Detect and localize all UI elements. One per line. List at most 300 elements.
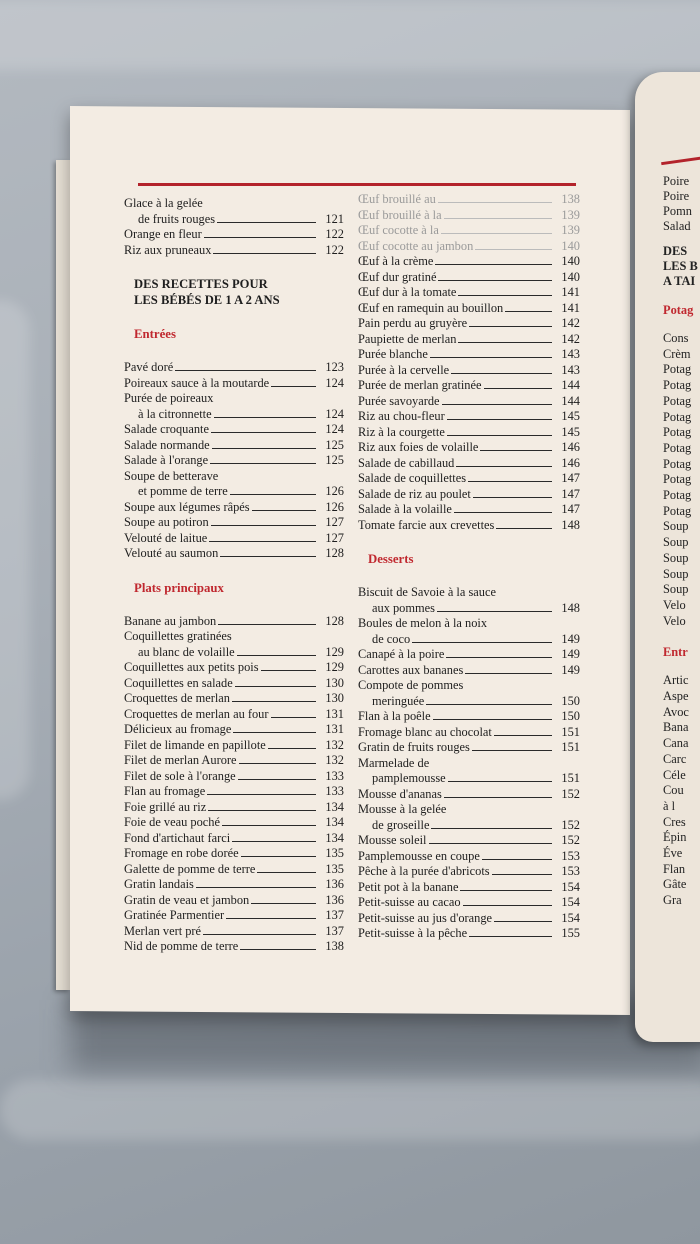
index-entry: [124, 376, 344, 392]
page-number: 124: [325, 422, 344, 436]
next-page-entry: Potag: [663, 503, 692, 518]
leader-line: [484, 388, 552, 389]
entry-title: Salade à la volaille: [358, 502, 452, 516]
leader-line: [233, 732, 316, 733]
index-entry: [124, 360, 344, 376]
entry-title: Œuf à la crème: [358, 254, 434, 268]
leader-line: [441, 233, 552, 234]
entry-title: Purée de poireaux: [124, 391, 214, 405]
page-number: 153: [561, 848, 580, 863]
page-number: 130: [325, 675, 344, 690]
index-entry: [358, 725, 580, 741]
index-entry: [358, 709, 580, 725]
entry-title: Biscuit de Savoie à la sauce: [358, 585, 496, 599]
page-number: 134: [325, 830, 344, 845]
index-entry: [358, 663, 580, 679]
entry-title: Flan à la poêle: [358, 709, 431, 723]
next-page-entry: Cres: [663, 814, 686, 829]
index-entry: [358, 208, 580, 224]
leader-line: [454, 512, 552, 513]
leader-line: [210, 463, 316, 464]
next-page-entry: Salad: [663, 219, 691, 233]
entry-title: Riz aux pruneaux: [124, 242, 212, 257]
next-page-entry: Velo: [663, 597, 686, 612]
next-page-entry: Gâte: [663, 877, 687, 892]
section-heading: Plats principaux: [134, 580, 224, 595]
entry-title: Œuf brouillé au: [358, 192, 436, 206]
page-number: 123: [325, 360, 344, 374]
index-entry: [358, 895, 580, 911]
index-column-left: [124, 196, 344, 955]
index-entry: [124, 407, 344, 423]
next-page-entry: Velo: [663, 613, 686, 628]
entry-title: Foie grillé au riz: [124, 799, 207, 814]
leader-line: [475, 249, 552, 250]
page-number: 152: [561, 817, 580, 832]
page-number: 138: [561, 192, 580, 206]
leader-line: [492, 874, 552, 875]
page-number: 133: [325, 768, 344, 783]
page-number: 136: [325, 877, 344, 891]
index-entry: [358, 502, 580, 518]
entry-title: Purée de merlan gratinée: [358, 378, 482, 392]
entry-title: de coco: [372, 631, 411, 646]
page-number: 148: [561, 517, 580, 532]
page-number: 150: [561, 709, 580, 723]
index-entry: [358, 585, 580, 601]
leader-line: [211, 432, 316, 433]
leader-line: [429, 843, 553, 844]
leader-line: [230, 494, 316, 495]
entry-title: Coquillettes aux petits pois: [124, 660, 259, 674]
page-number: 132: [325, 753, 344, 767]
entry-title: Coquillettes gratinées: [124, 629, 232, 643]
index-entry: [124, 500, 344, 516]
index-entry: [124, 546, 344, 562]
page-number: 142: [561, 316, 580, 330]
leader-line: [448, 781, 552, 782]
leader-line: [238, 779, 316, 780]
next-page-entry: Cons: [663, 331, 689, 345]
page-number: 144: [561, 378, 580, 392]
leader-line: [196, 887, 316, 888]
leader-line: [235, 686, 316, 687]
entry-title: Soupe de betterave: [124, 468, 219, 483]
section-heading: Desserts: [368, 552, 414, 566]
index-entry: [124, 453, 344, 469]
index-entry: [124, 422, 344, 438]
next-page-entry: Potag: [663, 488, 692, 502]
next-page-entry: Potag: [663, 409, 692, 424]
leader-line: [204, 237, 316, 238]
index-entry: [124, 196, 344, 212]
leader-line: [463, 905, 552, 906]
index-entry: [124, 831, 344, 847]
entry-title: Flan au fromage: [124, 784, 206, 798]
leader-line: [271, 717, 316, 718]
next-page-entry: Poire: [663, 189, 690, 203]
entry-title: Œuf dur à la tomate: [358, 285, 457, 299]
leader-line: [232, 841, 316, 842]
index-entry: [358, 239, 580, 255]
entry-title: à la citronnette: [138, 406, 212, 421]
index-entry: [358, 316, 580, 332]
entry-title: Mousse à la gelée: [358, 802, 447, 816]
index-entry: [358, 285, 580, 301]
leader-line: [494, 735, 552, 736]
page-number: 143: [561, 347, 580, 361]
leader-line: [431, 828, 552, 829]
leader-line: [412, 642, 552, 643]
entry-title: Gratin landais: [124, 877, 194, 891]
leader-line: [430, 357, 552, 358]
leader-line: [465, 673, 552, 674]
leader-line: [222, 825, 316, 826]
index-entry: [124, 815, 344, 831]
index-entry: [358, 192, 580, 208]
index-entry: [124, 862, 344, 878]
leader-line: [203, 934, 316, 935]
index-entry: [124, 846, 344, 862]
chapter-heading: LES BÉBÉS DE 1 A 2 ANS: [134, 293, 280, 307]
next-page-entry: Artic: [663, 673, 689, 688]
entry-title: Salade de cabillaud: [358, 455, 455, 470]
page-number: 145: [561, 409, 580, 423]
next-page-entry: à l: [663, 798, 676, 813]
leader-line: [257, 872, 316, 873]
entry-title: Riz au chou-fleur: [358, 409, 445, 423]
page-number: 140: [561, 238, 580, 253]
index-entry: [124, 629, 344, 645]
page-number: 124: [325, 406, 344, 421]
next-page-section: Potag: [663, 303, 694, 317]
leader-line: [480, 450, 552, 451]
next-page-entry: Carc: [663, 751, 687, 766]
next-page-entry: Aspe: [663, 689, 689, 703]
entry-title: meringuée: [372, 693, 425, 708]
page-number: 121: [325, 211, 344, 226]
entry-title: Riz aux foies de volaille: [358, 440, 479, 454]
page-number: 142: [561, 331, 580, 346]
leader-line: [458, 342, 552, 343]
page-number: 152: [561, 833, 580, 847]
index-entry: [358, 471, 580, 487]
index-entry: [358, 223, 580, 239]
leader-line: [426, 704, 552, 705]
entry-title: Boules de melon à la noix: [358, 616, 488, 630]
leader-line: [473, 497, 552, 498]
leader-line: [438, 280, 552, 281]
index-entry: [358, 301, 580, 317]
index-entry: [124, 243, 344, 259]
next-page-entry: Soup: [663, 535, 689, 550]
entry-title: Œuf en ramequin au bouillon: [358, 300, 504, 315]
page-number: 136: [325, 892, 344, 907]
entry-title: Mousse soleil: [358, 833, 427, 847]
entry-title: Croquettes de merlan: [124, 691, 230, 705]
entry-title: Banane au jambon: [124, 613, 217, 628]
next-page-entry: Épin: [663, 830, 687, 845]
leader-line: [469, 936, 552, 937]
entry-title: Petit-suisse au jus d'orange: [358, 910, 493, 925]
next-page-entry: Poire: [663, 174, 690, 188]
index-entry: [124, 676, 344, 692]
next-page-rule: [661, 154, 700, 165]
leader-line: [442, 404, 552, 405]
leader-line: [458, 295, 552, 296]
entry-title: Filet de merlan Aurore: [124, 753, 237, 767]
page-number: 150: [561, 693, 580, 708]
header-rule: [138, 183, 576, 186]
next-page-entry: Potag: [663, 472, 692, 487]
entry-title: aux pommes: [372, 600, 435, 615]
index-column-right: [358, 192, 580, 942]
leader-line: [175, 370, 316, 371]
index-entry: [358, 487, 580, 503]
entry-title: Purée blanche: [358, 347, 428, 361]
leader-line: [438, 202, 552, 203]
next-page-entry: Soup: [663, 566, 689, 581]
entry-title: Salade de coquillettes: [358, 471, 467, 485]
leader-line: [451, 373, 552, 374]
leader-line: [444, 218, 552, 219]
entry-title: Compote de pommes: [358, 678, 464, 692]
entry-title: Gratinée Parmentier: [124, 908, 225, 922]
leader-line: [241, 856, 316, 857]
entry-title: Mousse d'ananas: [358, 786, 442, 801]
page-number: 146: [561, 455, 580, 470]
page-number: 154: [561, 910, 580, 925]
entry-title: Paupiette de merlan: [358, 331, 457, 346]
index-entry: [358, 911, 580, 927]
entry-title: Petit-suisse au cacao: [358, 895, 461, 909]
leader-line: [496, 528, 552, 529]
page-number: 153: [561, 864, 580, 878]
page-number: 130: [325, 691, 344, 705]
leader-line: [447, 435, 552, 436]
index-entry: [358, 771, 580, 787]
entry-title: Pamplemousse en coupe: [358, 848, 480, 863]
index-entry: [358, 864, 580, 880]
page-number: 127: [325, 530, 344, 545]
index-entry: [124, 515, 344, 531]
page-number: 154: [561, 895, 580, 909]
leader-line: [433, 719, 552, 720]
leader-line: [211, 525, 316, 526]
index-entry: [358, 601, 580, 617]
index-entry: [358, 440, 580, 456]
leader-line: [444, 797, 552, 798]
leader-line: [212, 448, 316, 449]
entry-title: Foie de veau poché: [124, 815, 220, 829]
entry-title: Riz à la courgette: [358, 424, 445, 439]
index-entry: [124, 877, 344, 893]
page-number: 137: [325, 923, 344, 938]
index-entry: [124, 614, 344, 630]
page-number: 135: [325, 861, 344, 876]
page-number: 135: [325, 846, 344, 860]
leader-line: [268, 748, 316, 749]
next-page-entry: Gra: [663, 893, 682, 908]
page-number: 154: [561, 879, 580, 894]
index-entry: [358, 425, 580, 441]
leader-line: [469, 326, 552, 327]
next-book-page: [635, 72, 700, 1042]
entry-title: Purée à la cervelle: [358, 362, 450, 377]
index-entry: [358, 363, 580, 379]
page-number: 133: [325, 784, 344, 798]
entry-title: Œuf dur gratiné: [358, 269, 437, 284]
leader-line: [240, 949, 316, 950]
leader-line: [456, 466, 552, 467]
leader-line: [239, 763, 316, 764]
index-entry: [124, 722, 344, 738]
page-number: 126: [325, 484, 344, 498]
page-number: 144: [561, 393, 580, 408]
leader-line: [207, 794, 316, 795]
index-entry: [358, 409, 580, 425]
entry-title: Galette de pomme de terre: [124, 861, 256, 876]
index-entry: [358, 378, 580, 394]
index-entry: [358, 270, 580, 286]
leader-line: [237, 655, 316, 656]
entry-title: Canapé à la poire: [358, 647, 445, 661]
index-entry: [124, 738, 344, 754]
next-page-entry: Potag: [663, 378, 692, 393]
entry-title: Glace à la gelée: [124, 196, 203, 210]
index-entry: [124, 769, 344, 785]
page-number: 126: [325, 499, 344, 514]
index-entry: [358, 347, 580, 363]
entry-title: Velouté au saumon: [124, 546, 219, 560]
leader-line: [232, 701, 316, 702]
leader-line: [218, 624, 316, 625]
entry-title: de fruits rouges: [138, 211, 216, 226]
leader-line: [214, 417, 316, 418]
entry-title: au blanc de volaille: [138, 644, 235, 659]
index-entry: [124, 484, 344, 500]
index-entry: [358, 647, 580, 663]
page-number: 129: [325, 660, 344, 674]
entry-title: Salade normande: [124, 437, 210, 452]
next-page-entry: Soup: [663, 582, 689, 597]
page-number: 137: [325, 908, 344, 922]
leader-line: [217, 222, 316, 223]
leader-line: [446, 657, 552, 658]
entry-title: Filet de sole à l'orange: [124, 768, 236, 783]
page-number: 147: [561, 471, 580, 485]
next-page-entry: Potag: [663, 425, 692, 440]
entry-title: Soupe aux légumes râpés: [124, 499, 250, 514]
index-entry: [124, 391, 344, 407]
page-number: 141: [561, 300, 580, 315]
page-number: 149: [561, 631, 580, 646]
entry-title: Œuf cocotte au jambon: [358, 238, 474, 253]
leader-line: [251, 903, 316, 904]
leader-line: [213, 253, 316, 254]
next-page-entry: Éve: [663, 846, 683, 860]
index-entry: [358, 880, 580, 896]
index-entry: [124, 531, 344, 547]
entry-title: Petit-suisse à la pêche: [358, 926, 468, 940]
page-number: 125: [325, 453, 344, 467]
entry-title: Filet de limande en papillote: [124, 737, 266, 752]
next-page-entry: Soup: [663, 519, 689, 534]
leader-line: [494, 921, 552, 922]
entry-title: et pomme de terre: [138, 484, 228, 498]
entry-title: Merlan vert pré: [124, 923, 202, 938]
leader-line: [460, 890, 552, 891]
index-entry: [124, 212, 344, 228]
index-entry: [124, 691, 344, 707]
leader-line: [482, 859, 552, 860]
page-number: 129: [325, 644, 344, 659]
entry-title: Marmelade de: [358, 755, 430, 770]
leader-line: [271, 386, 316, 387]
index-entry: [124, 707, 344, 723]
page-number: 149: [561, 647, 580, 661]
leader-line: [209, 541, 316, 542]
index-entry: [124, 800, 344, 816]
page-number: 128: [325, 613, 344, 628]
page-number: 128: [325, 546, 344, 560]
page-number: 138: [325, 939, 344, 953]
index-entry: [358, 394, 580, 410]
page-number: 122: [325, 242, 344, 257]
entry-title: Salade croquante: [124, 422, 209, 436]
index-entry: [358, 616, 580, 632]
index-entry: [124, 227, 344, 243]
section-heading: Entrées: [134, 327, 176, 341]
next-page-entry: Avoc: [663, 704, 689, 719]
entry-title: Fromage en robe dorée: [124, 846, 239, 860]
chapter-heading: DES RECETTES POUR: [134, 277, 268, 291]
index-entry: [358, 802, 580, 818]
next-page-entry: Crèm: [663, 346, 691, 361]
page-number: 151: [561, 724, 580, 739]
entry-title: Tomate farcie aux crevettes: [358, 517, 495, 532]
entry-title: Pavé doré: [124, 360, 174, 374]
page-number: 151: [561, 771, 580, 785]
next-page-entry: Potag: [663, 393, 692, 408]
page-number: 125: [325, 437, 344, 452]
next-page-entry: Potag: [663, 362, 692, 377]
leader-line: [468, 481, 552, 482]
page-number: 146: [561, 440, 580, 454]
next-page-entry: Pomn: [663, 204, 692, 218]
page-number: 134: [325, 815, 344, 829]
next-page-entry: Potag: [663, 456, 692, 471]
page-number: 131: [325, 722, 344, 736]
page-number: 143: [561, 362, 580, 377]
index-entry: [124, 660, 344, 676]
entry-title: de groseille: [372, 817, 430, 832]
index-entry: [124, 924, 344, 940]
next-page-heading: DES: [663, 244, 688, 258]
page-number: 122: [325, 227, 344, 241]
index-entry: [124, 753, 344, 769]
entry-title: Velouté de laitue: [124, 530, 208, 545]
page-number: 132: [325, 737, 344, 752]
leader-line: [261, 670, 316, 671]
next-page-entry: Céle: [663, 767, 686, 782]
page-number: 148: [561, 600, 580, 615]
index-entry: [358, 787, 580, 803]
index-entry: [358, 756, 580, 772]
leader-line: [208, 810, 316, 811]
page-number: 152: [561, 786, 580, 801]
leader-line: [472, 750, 552, 751]
